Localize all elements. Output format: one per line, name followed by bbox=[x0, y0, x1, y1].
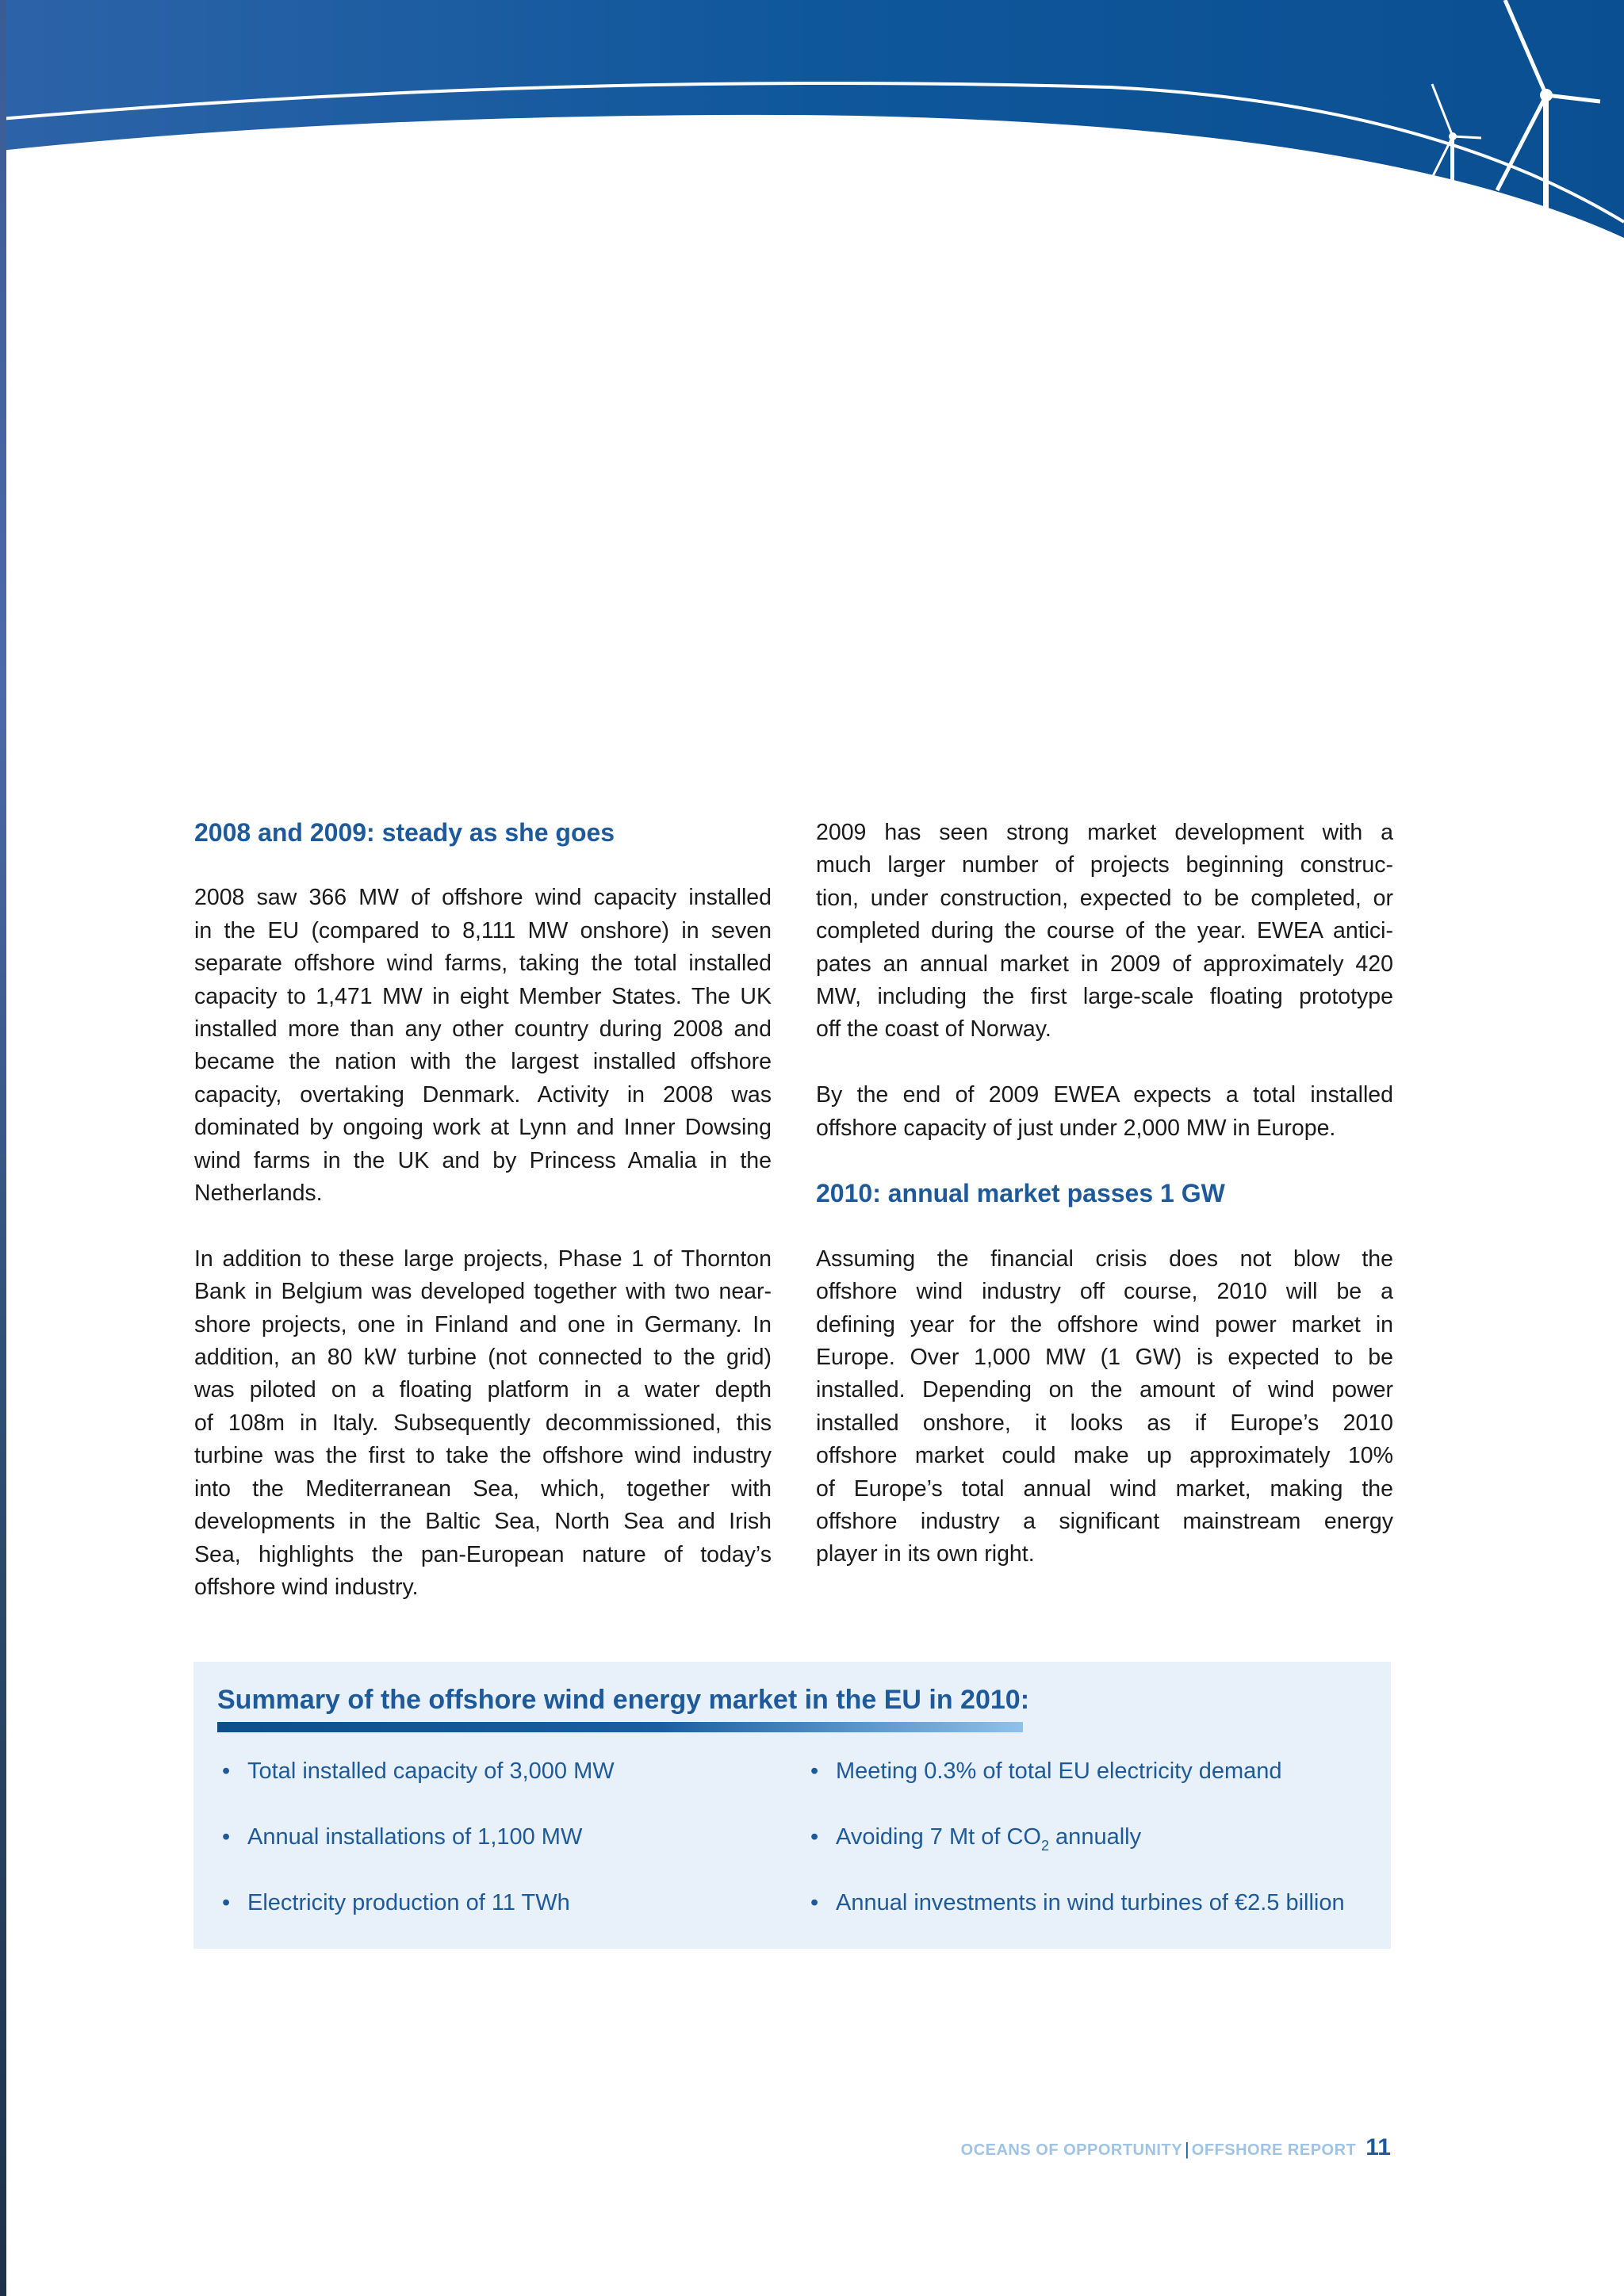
text-line: offshore capacity of just under 2,000 MW in Europe. bbox=[816, 1115, 1336, 1141]
text-line: player in its own right. bbox=[816, 1541, 1035, 1567]
text-line: pates an annual market in 2009 of approximately 420 bbox=[816, 951, 1393, 977]
text-line: Bank in Belgium was developed together with two near- bbox=[194, 1279, 772, 1305]
text-line: By the end of 2009 EWEA expects a total installed bbox=[816, 1082, 1393, 1108]
text-line: dominated by ongoing work at Lynn and Inner Dowsing bbox=[194, 1115, 772, 1141]
summary-box bbox=[193, 1662, 1391, 1949]
text-line: offshore wind industry. bbox=[194, 1574, 419, 1600]
summary-item: • Avoiding 7 Mt of $CO_2$ annually bbox=[810, 1821, 1345, 1887]
paragraph-additional-projects bbox=[194, 1243, 772, 1604]
text-line: 2008 saw 366 MW of offshore wind capacity installed bbox=[194, 885, 772, 911]
paragraph-2009-market bbox=[816, 817, 1393, 1047]
footer-separator: | bbox=[1185, 2139, 1189, 2159]
text-line: installed onshore, it looks as if Europe’s 2010 bbox=[816, 1410, 1393, 1436]
bullet-icon: • bbox=[222, 1824, 231, 1850]
text-line: turbine was the first to take the offshore wind industry bbox=[194, 1443, 772, 1469]
bullet-icon: • bbox=[222, 1890, 231, 1915]
text-line: in the EU (compared to 8,111 MW onshore) in seven bbox=[194, 917, 772, 943]
summary-title-underline bbox=[217, 1722, 1023, 1732]
summary-item: • Electricity production of 11 TWh bbox=[222, 1887, 615, 1953]
bullet-icon: • bbox=[810, 1890, 819, 1915]
text-line: defining year for the offshore wind power market in bbox=[816, 1311, 1393, 1337]
text-line: capacity, overtaking Denmark. Activity in 2008 was bbox=[194, 1081, 772, 1108]
page-edge-strip bbox=[0, 0, 6, 2296]
text-line: In addition to these large projects, Phase 1 of Thornton bbox=[194, 1246, 772, 1272]
text-line: offshore industry a significant mainstream energy bbox=[816, 1509, 1393, 1535]
text-line: of 108m in Italy. Subsequently decommissioned, this bbox=[194, 1410, 772, 1436]
text-line: wind farms in the UK and by Princess Amalia in the bbox=[194, 1147, 772, 1173]
text-line: of Europe’s total annual wind market, making the bbox=[816, 1475, 1393, 1502]
paragraph-2009-forecast bbox=[816, 1079, 1393, 1145]
text-line: off the coast of Norway. bbox=[816, 1016, 1051, 1043]
text-line: offshore market could make up approximately 10% bbox=[816, 1443, 1393, 1469]
text-line: installed more than any other country during 2008 and bbox=[194, 1016, 772, 1043]
text-line: completed during the course of the year. EWEA antici- bbox=[816, 918, 1393, 944]
paragraph-2010-outlook bbox=[816, 1243, 1393, 1571]
summary-title: Summary of the offshore wind energy market in the EU in 2010: bbox=[217, 1685, 1030, 1715]
summary-list-right bbox=[810, 1755, 1345, 1953]
summary-list-left bbox=[222, 1755, 615, 1953]
text-line: Sea, highlights the pan-European nature of today’s bbox=[194, 1541, 772, 1567]
summary-item: • Total installed capacity of 3,000 MW bbox=[222, 1755, 615, 1821]
bullet-icon: • bbox=[810, 1824, 819, 1850]
text-line: separate offshore wind farms, taking the total installed bbox=[194, 951, 772, 977]
text-line: 2009 has seen strong market development with a bbox=[816, 820, 1393, 845]
text-line: developments in the Baltic Sea, North Sea and Irish bbox=[194, 1509, 772, 1535]
paragraph-2008-capacity bbox=[194, 882, 772, 1210]
text-line: became the nation with the largest installed offshore bbox=[194, 1049, 772, 1075]
text-line: Europe. Over 1,000 MW (1 GW) is expected to be bbox=[816, 1345, 1393, 1371]
text-line: installed. Depending on the amount of wind power bbox=[816, 1377, 1393, 1403]
text-line: much larger number of projects beginning construc- bbox=[816, 852, 1393, 878]
bullet-icon: • bbox=[222, 1758, 231, 1784]
right-column bbox=[816, 817, 1393, 1571]
summary-item: • Annual investments in wind turbines of €2.5 billion bbox=[810, 1887, 1345, 1953]
summary-item: • Annual installations of 1,100 MW bbox=[222, 1821, 615, 1887]
text-line: addition, an 80 kW turbine (not connected to the grid) bbox=[194, 1345, 772, 1371]
text-line: offshore wind industry off course, 2010 will be a bbox=[816, 1279, 1393, 1305]
text-line: shore projects, one in Finland and one in Germany. In bbox=[194, 1311, 772, 1337]
text-line: into the Mediterranean Sea, which, together with bbox=[194, 1475, 772, 1502]
page-number: 11 bbox=[1365, 2134, 1391, 2160]
text-line: capacity to 1,471 MW in eight Member States. The UK bbox=[194, 983, 772, 1009]
footer-report-series: OCEANS OF OPPORTUNITY bbox=[960, 2141, 1183, 2159]
footer-report-title: OFFSHORE REPORT bbox=[1191, 2141, 1357, 2159]
summary-item: • Meeting 0.3% of total EU electricity demand bbox=[810, 1755, 1345, 1821]
text-line: was piloted on a floating platform in a water depth bbox=[194, 1377, 772, 1403]
page-footer bbox=[959, 2134, 1391, 2166]
text-line: tion, under construction, expected to be completed, or bbox=[816, 885, 1393, 911]
bullet-icon: • bbox=[810, 1758, 819, 1784]
text-line: Assuming the financial crisis does not blow the bbox=[816, 1246, 1393, 1272]
text-line: Netherlands. bbox=[194, 1181, 323, 1207]
header-banner bbox=[0, 0, 1624, 254]
section-heading-2010: 2010: annual market passes 1 GW bbox=[816, 1179, 1225, 1208]
section-heading-2008-2009: 2008 and 2009: steady as she goes bbox=[194, 818, 615, 847]
text-line: MW, including the first large-scale floating prototype bbox=[816, 984, 1393, 1010]
left-column bbox=[194, 817, 772, 1604]
